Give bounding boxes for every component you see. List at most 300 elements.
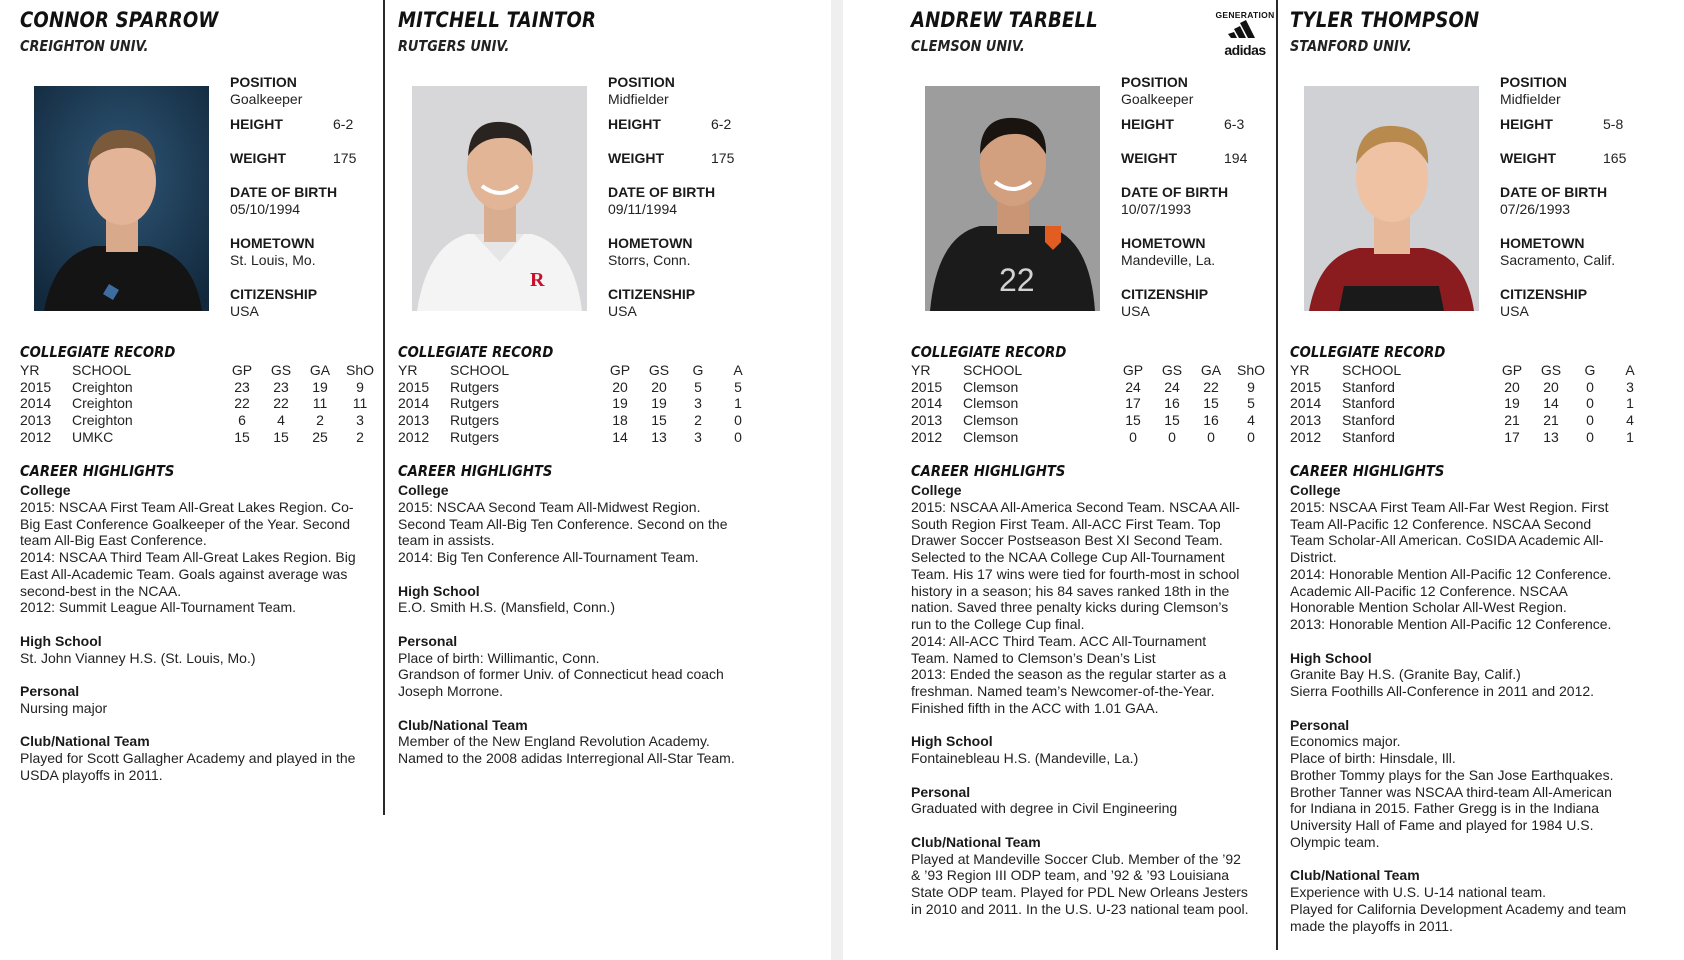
record-cell: 25 xyxy=(312,428,328,445)
highlight-line: Second Team All-Big Ten Conference. Second on the xyxy=(398,515,728,532)
career-highlights xyxy=(911,482,1271,918)
height-label: HEIGHT xyxy=(608,116,661,132)
record-cell: 3 xyxy=(356,412,364,429)
player-photo xyxy=(1304,86,1479,311)
record-row xyxy=(1290,412,1650,429)
record-cell: 5 xyxy=(734,378,742,395)
highlight-line: 2015: NSCAA All-America Second Team. NSCAA All- xyxy=(911,498,1240,515)
player-name: CONNOR SPARROW xyxy=(20,8,219,32)
hometown-value: Storrs, Conn. xyxy=(608,252,691,268)
collegiate-record-table xyxy=(911,362,1271,445)
collegiate-record-table xyxy=(398,362,758,445)
record-cell: Clemson xyxy=(963,395,1019,412)
collegiate-record-title: COLLEGIATE RECORD xyxy=(911,343,1067,361)
highlight-line: 2014: Honorable Mention All-Pacific 12 Conference. xyxy=(1290,565,1612,582)
record-header-cell: A xyxy=(1625,362,1635,378)
record-cell: 20 xyxy=(1504,378,1520,395)
hometown-value: Mandeville, La. xyxy=(1121,252,1216,268)
record-header-cell: GP xyxy=(609,362,631,378)
highlight-line: Honorable Mention Scholar All-West Region. xyxy=(1290,599,1567,616)
record-cell: Stanford xyxy=(1342,378,1395,395)
record-cell: Creighton xyxy=(72,395,133,412)
record-cell: 15 xyxy=(1203,395,1219,412)
hometown-value: St. Louis, Mo. xyxy=(230,252,316,268)
weight-label: WEIGHT xyxy=(1500,150,1556,166)
position-label: POSITION xyxy=(230,74,297,90)
highlight-heading: High School xyxy=(1290,649,1372,666)
highlight-line: 2015: NSCAA First Team All-Great Lakes Region. Co- xyxy=(20,498,354,515)
section-spacer xyxy=(398,616,758,633)
record-header-cell: YR xyxy=(911,362,931,378)
highlight-heading: Club/National Team xyxy=(1290,867,1420,884)
record-row xyxy=(1290,429,1650,446)
highlight-line: Economics major. xyxy=(1290,733,1401,750)
record-cell: 15 xyxy=(234,428,250,445)
record-cell: 11 xyxy=(312,395,328,412)
highlight-line: South Region First Team. All-ACC First Team. Top xyxy=(911,515,1221,532)
record-cell: 0 xyxy=(1168,428,1176,445)
record-cell: 24 xyxy=(1125,378,1141,395)
highlight-line: 2014: All-ACC Third Team. ACC All-Tournament xyxy=(911,632,1207,649)
record-cell: 2 xyxy=(356,428,364,445)
highlight-line: 2013: Honorable Mention All-Pacific 12 Conference. xyxy=(1290,616,1612,632)
record-cell: 2 xyxy=(694,412,702,429)
record-header-cell: SCHOOL xyxy=(963,362,1023,378)
record-cell: Clemson xyxy=(963,412,1019,429)
record-header-cell: GP xyxy=(231,362,253,378)
dob-label: DATE OF BIRTH xyxy=(1121,184,1229,200)
weight-label: WEIGHT xyxy=(608,150,664,166)
citizenship-label: CITIZENSHIP xyxy=(1500,286,1588,302)
highlight-line: Played for Scott Gallagher Academy and played in the xyxy=(20,750,356,766)
record-row xyxy=(911,395,1271,412)
highlight-line: 2012: Summit League All-Tournament Team. xyxy=(20,599,297,616)
highlight-line: Academic All-Pacific 12 Conference. NSCAA xyxy=(1290,582,1568,599)
dob-value: 05/10/1994 xyxy=(230,201,301,217)
career-highlights xyxy=(1290,482,1650,934)
section-spacer xyxy=(20,717,380,734)
section-spacer xyxy=(911,717,1271,734)
highlight-line: Team. Named to Clemson’s Dean’s List xyxy=(911,649,1156,666)
record-cell: 15 xyxy=(1164,412,1180,429)
citizenship-value: USA xyxy=(1121,303,1150,319)
record-header-cell: SCHOOL xyxy=(1342,362,1402,378)
hometown-label: HOMETOWN xyxy=(230,235,315,251)
record-row xyxy=(20,412,380,429)
record-header-row xyxy=(1290,362,1650,379)
highlight-heading: Personal xyxy=(20,683,80,699)
highlight-heading: High School xyxy=(911,733,993,750)
collegiate-record-table xyxy=(20,362,380,445)
player-name: TYLER THOMPSON xyxy=(1290,8,1480,32)
highlight-line: 2013: Ended the season as the regular starter as a xyxy=(911,666,1227,683)
highlight-heading: Club/National Team xyxy=(398,716,528,733)
highlight-line: E.O. Smith H.S. (Mansfield, Conn.) xyxy=(398,599,616,616)
highlight-line: Team Scholar-All American. CoSIDA Academic All- xyxy=(1290,532,1604,549)
record-cell: 2014 xyxy=(20,395,52,412)
record-cell: 2012 xyxy=(1290,428,1322,445)
record-header-cell: YR xyxy=(1290,362,1310,378)
highlight-line: made the playoffs in 2011. xyxy=(1290,917,1453,934)
record-cell: 13 xyxy=(651,428,667,445)
record-cell: 19 xyxy=(651,395,667,412)
record-cell: 0 xyxy=(1207,428,1215,445)
weight-value: 194 xyxy=(1224,150,1248,166)
highlight-heading: College xyxy=(1290,482,1341,498)
record-cell: 20 xyxy=(612,378,628,395)
record-cell: Stanford xyxy=(1342,395,1395,412)
record-cell: 3 xyxy=(694,428,702,445)
logo-brand-text: adidas xyxy=(1224,42,1266,58)
career-highlights-title: CAREER HIGHLIGHTS xyxy=(911,462,1066,480)
height-label: HEIGHT xyxy=(1121,116,1174,132)
record-cell: 14 xyxy=(612,428,628,445)
weight-label: WEIGHT xyxy=(1121,150,1177,166)
record-row xyxy=(911,412,1271,429)
record-cell: 24 xyxy=(1164,378,1180,395)
record-cell: 0 xyxy=(1586,395,1594,412)
column-divider xyxy=(1276,0,1278,950)
section-spacer xyxy=(911,767,1271,784)
highlight-line: Grandson of former Univ. of Connecticut head coach xyxy=(398,666,724,683)
record-cell: 0 xyxy=(1129,428,1137,445)
record-cell: 4 xyxy=(277,412,285,429)
record-cell: 2013 xyxy=(911,412,943,429)
record-cell: 9 xyxy=(1247,378,1255,395)
highlight-line: Big East Conference Goalkeeper of the Year. Second xyxy=(20,515,351,532)
highlight-line: St. John Vianney H.S. (St. Louis, Mo.) xyxy=(20,649,256,666)
record-cell: 15 xyxy=(273,428,289,445)
record-cell: Rutgers xyxy=(450,412,500,429)
highlight-heading: Personal xyxy=(1290,716,1350,733)
height-value: 5-8 xyxy=(1603,116,1624,132)
hometown-label: HOMETOWN xyxy=(608,235,693,251)
highlight-line: team in assists. xyxy=(398,532,495,549)
record-cell: 13 xyxy=(1543,428,1559,445)
weight-value: 175 xyxy=(333,150,357,166)
record-header-cell: ShO xyxy=(345,362,374,378)
record-cell: 17 xyxy=(1504,428,1520,445)
record-row xyxy=(20,395,380,412)
record-cell: 20 xyxy=(1543,378,1559,395)
highlight-line: Team. His 17 wins were tied for fourth-most in school xyxy=(911,565,1240,582)
highlight-line: Team All-Pacific 12 Conference. NSCAA Second xyxy=(1290,515,1592,532)
position-value: Goalkeeper xyxy=(1121,91,1194,107)
highlight-line: Place of birth: Willimantic, Conn. xyxy=(398,649,600,666)
section-spacer xyxy=(398,566,758,583)
record-cell: Creighton xyxy=(72,378,133,395)
record-cell: Clemson xyxy=(963,378,1019,395)
record-cell: 0 xyxy=(1586,412,1594,429)
record-cell: 20 xyxy=(651,378,667,395)
record-cell: 15 xyxy=(1125,412,1141,429)
position-label: POSITION xyxy=(1500,74,1567,90)
record-cell: 19 xyxy=(1504,395,1520,412)
highlight-line: Named to the 2008 adidas Interregional All-Star Team. xyxy=(398,750,735,766)
player-school: RUTGERS UNIV. xyxy=(398,37,510,55)
highlight-line: history in a season; his 84 saves ranked 18th in the xyxy=(911,582,1230,599)
highlight-line: Played at Mandeville Soccer Club. Member of the ’92 xyxy=(911,850,1241,867)
record-cell: 21 xyxy=(1504,412,1520,429)
record-header-cell: GA xyxy=(1200,362,1222,378)
record-header-cell: GS xyxy=(270,362,292,378)
height-value: 6-2 xyxy=(333,116,354,132)
record-header-cell: GP xyxy=(1501,362,1523,378)
record-cell: 2014 xyxy=(398,395,430,412)
record-cell: 6 xyxy=(238,412,246,429)
record-cell: 22 xyxy=(1203,378,1219,395)
record-cell: 2012 xyxy=(398,428,430,445)
height-value: 6-2 xyxy=(711,116,732,132)
collegiate-record-title: COLLEGIATE RECORD xyxy=(398,343,554,361)
record-cell: 1 xyxy=(1626,395,1634,412)
record-cell: 2 xyxy=(316,412,324,429)
record-header-cell: SCHOOL xyxy=(450,362,510,378)
highlight-line: team All-Big East Conference. xyxy=(20,532,207,549)
highlight-line: for Indiana in 2015. Father Gregg is in the Indiana xyxy=(1290,800,1599,817)
highlight-line: freshman. Named team’s Newcomer-of-the-Year. xyxy=(911,683,1215,699)
record-cell: Creighton xyxy=(72,412,133,429)
record-row xyxy=(398,429,758,446)
dob-value: 09/11/1994 xyxy=(608,201,678,217)
highlight-line: University Hall of Fame and played for 1984 U.S. xyxy=(1290,817,1594,833)
record-cell: 14 xyxy=(1543,395,1559,412)
height-label: HEIGHT xyxy=(230,116,283,132)
record-cell: 22 xyxy=(234,395,250,412)
highlight-line: Brother Tanner was NSCAA third-team All-American xyxy=(1290,783,1612,800)
record-cell: 2013 xyxy=(1290,412,1322,429)
highlight-heading: College xyxy=(398,482,449,498)
highlight-line: State ODP team. Played for PDL New Orleans Jesters xyxy=(911,884,1248,900)
highlight-line: Graduated with degree in Civil Engineering xyxy=(911,800,1178,817)
hometown-value: Sacramento, Calif. xyxy=(1500,252,1616,268)
career-highlights-title: CAREER HIGHLIGHTS xyxy=(1290,462,1445,480)
record-cell: Rutgers xyxy=(450,395,500,412)
section-spacer xyxy=(398,700,758,717)
page-divider xyxy=(831,0,843,960)
record-row xyxy=(1290,379,1650,396)
record-cell: 17 xyxy=(1125,395,1141,412)
record-header-cell: A xyxy=(733,362,743,378)
highlight-line: second-best in the NCAA. xyxy=(20,582,182,599)
career-highlights-title: CAREER HIGHLIGHTS xyxy=(398,462,553,480)
highlight-line: Drawer Soccer Postseason Best XI Second Team. xyxy=(911,532,1223,549)
record-row xyxy=(911,429,1271,446)
highlight-line: Granite Bay H.S. (Granite Bay, Calif.) xyxy=(1290,666,1521,683)
record-cell: 19 xyxy=(312,378,328,395)
record-row xyxy=(398,412,758,429)
highlight-line: Played for California Development Academy and team xyxy=(1290,900,1627,917)
citizenship-label: CITIZENSHIP xyxy=(1121,286,1209,302)
citizenship-label: CITIZENSHIP xyxy=(230,286,318,302)
record-cell: 2015 xyxy=(20,378,52,395)
height-value: 6-3 xyxy=(1224,116,1245,132)
record-header-cell: ShO xyxy=(1236,362,1265,378)
career-highlights xyxy=(398,482,758,767)
record-row xyxy=(1290,395,1650,412)
position-value: Midfielder xyxy=(608,91,669,107)
record-cell: 2015 xyxy=(398,378,430,395)
highlight-heading: High School xyxy=(20,632,102,649)
section-spacer xyxy=(20,666,380,683)
record-header-cell: YR xyxy=(20,362,40,378)
dob-label: DATE OF BIRTH xyxy=(230,184,338,200)
career-highlights xyxy=(20,482,380,784)
record-row xyxy=(20,379,380,396)
highlight-line: Joseph Morrone. xyxy=(398,683,504,699)
record-cell: 1 xyxy=(734,395,742,412)
section-spacer xyxy=(911,817,1271,834)
highlight-line: nation. Saved three penalty kicks during Clemson’s xyxy=(911,599,1229,616)
adidas-stripes-icon xyxy=(1227,20,1263,38)
position-value: Goalkeeper xyxy=(230,91,303,107)
record-cell: 0 xyxy=(1586,378,1594,395)
record-header-row xyxy=(911,362,1271,379)
height-label: HEIGHT xyxy=(1500,116,1553,132)
record-cell: Stanford xyxy=(1342,428,1395,445)
record-cell: 16 xyxy=(1164,395,1180,412)
record-row xyxy=(398,379,758,396)
record-cell: Rutgers xyxy=(450,428,500,445)
record-cell: 4 xyxy=(1626,412,1634,429)
highlight-line: 2015: NSCAA First Team All-Far West Region. First xyxy=(1290,498,1609,515)
record-cell: 2012 xyxy=(911,428,943,445)
highlight-line: Selected to the NCAA College Cup All-Tournament xyxy=(911,549,1225,565)
weight-value: 175 xyxy=(711,150,735,166)
record-cell: 9 xyxy=(356,378,364,395)
highlight-line: Place of birth: Hinsdale, Ill. xyxy=(1290,750,1456,766)
player-photo xyxy=(34,86,209,311)
record-cell: 1 xyxy=(1626,428,1634,445)
record-cell: 16 xyxy=(1203,412,1219,429)
record-row xyxy=(20,429,380,446)
record-row xyxy=(398,395,758,412)
logo-generation-text: GENERATION xyxy=(1215,10,1275,20)
record-header-cell: G xyxy=(1584,362,1596,378)
highlight-line: USDA playoffs in 2011. xyxy=(20,766,163,783)
section-spacer xyxy=(1290,633,1650,650)
highlight-line: Fontainebleau H.S. (Mandeville, La.) xyxy=(911,750,1139,766)
highlight-line: 2015: NSCAA Second Team All-Midwest Region. xyxy=(398,498,701,515)
record-cell: 18 xyxy=(612,412,628,429)
highlight-line: Brother Tommy plays for the San Jose Earthquakes. xyxy=(1290,766,1614,783)
record-cell: 22 xyxy=(273,395,289,412)
record-row xyxy=(911,379,1271,396)
highlight-line: Finished fifth in the ACC with 1.01 GAA. xyxy=(911,699,1159,716)
record-header-cell: GA xyxy=(309,362,331,378)
highlight-line: East All-Academic Team. Goals against average was xyxy=(20,565,348,582)
highlight-heading: Personal xyxy=(911,783,971,800)
section-spacer xyxy=(1290,851,1650,868)
record-cell: Stanford xyxy=(1342,412,1395,429)
section-spacer xyxy=(1290,700,1650,717)
record-cell: 2014 xyxy=(1290,395,1322,412)
position-label: POSITION xyxy=(1121,74,1188,90)
record-header-cell: SCHOOL xyxy=(72,362,132,378)
player-school: STANFORD UNIV. xyxy=(1290,37,1412,55)
record-cell: 19 xyxy=(612,395,628,412)
highlight-heading: College xyxy=(911,482,962,498)
record-cell: 3 xyxy=(1626,378,1634,395)
record-header-row xyxy=(20,362,380,379)
citizenship-value: USA xyxy=(608,303,637,319)
player-name: MITCHELL TAINTOR xyxy=(398,8,597,32)
record-cell: 0 xyxy=(1247,428,1255,445)
citizenship-label: CITIZENSHIP xyxy=(608,286,696,302)
adidas-logo xyxy=(1210,10,1280,58)
player-name: ANDREW TARBELL xyxy=(911,8,1098,32)
highlight-line: run to the College Cup final. xyxy=(911,616,1085,632)
highlight-line: & ’93 Region III ODP team, and ’92 & ’93 Louisiana xyxy=(911,867,1230,884)
record-cell: 0 xyxy=(734,412,742,429)
position-value: Midfielder xyxy=(1500,91,1561,107)
player-photo xyxy=(925,86,1100,311)
record-cell: 4 xyxy=(1247,412,1255,429)
highlight-heading: Club/National Team xyxy=(911,833,1041,850)
highlight-line: Sierra Foothills All-Conference in 2011 and 2012. xyxy=(1290,683,1595,699)
record-cell: 2015 xyxy=(1290,378,1322,395)
record-cell: 2013 xyxy=(20,412,52,429)
highlight-line: Nursing major xyxy=(20,699,108,716)
record-cell: 2014 xyxy=(911,395,943,412)
dob-label: DATE OF BIRTH xyxy=(1500,184,1608,200)
record-header-row xyxy=(398,362,758,379)
highlight-line: District. xyxy=(1290,549,1337,565)
record-header-cell: GS xyxy=(648,362,670,378)
section-spacer xyxy=(20,616,380,633)
record-cell: 5 xyxy=(694,378,702,395)
record-header-cell: GS xyxy=(1161,362,1183,378)
record-cell: 2013 xyxy=(398,412,430,429)
record-cell: Clemson xyxy=(963,428,1019,445)
svg-text:R: R xyxy=(530,269,545,291)
citizenship-value: USA xyxy=(1500,303,1529,319)
highlight-heading: Club/National Team xyxy=(20,733,150,750)
collegiate-record-title: COLLEGIATE RECORD xyxy=(20,343,176,361)
highlight-line: Olympic team. xyxy=(1290,833,1380,850)
record-cell: 0 xyxy=(734,428,742,445)
highlight-heading: High School xyxy=(398,582,480,599)
record-cell: 23 xyxy=(234,378,250,395)
svg-text:22: 22 xyxy=(999,262,1035,298)
highlight-line: Experience with U.S. U-14 national team. xyxy=(1290,884,1547,900)
record-header-cell: YR xyxy=(398,362,418,378)
dob-value: 10/07/1993 xyxy=(1121,201,1192,217)
record-header-cell: G xyxy=(692,362,704,378)
position-label: POSITION xyxy=(608,74,675,90)
dob-value: 07/26/1993 xyxy=(1500,201,1571,217)
dob-label: DATE OF BIRTH xyxy=(608,184,716,200)
collegiate-record-table xyxy=(1290,362,1650,445)
record-cell: 11 xyxy=(352,395,368,412)
record-cell: 2015 xyxy=(911,378,943,395)
citizenship-value: USA xyxy=(230,303,259,319)
highlight-line: 2014: Big Ten Conference All-Tournament Team. xyxy=(398,549,699,565)
record-cell: 0 xyxy=(1586,428,1594,445)
record-cell: 2012 xyxy=(20,428,52,445)
player-photo xyxy=(412,86,587,311)
player-school: CREIGHTON UNIV. xyxy=(20,37,149,55)
record-cell: 21 xyxy=(1543,412,1559,429)
record-header-cell: GS xyxy=(1540,362,1562,378)
weight-label: WEIGHT xyxy=(230,150,286,166)
highlight-line: 2014: NSCAA Third Team All-Great Lakes Region. Big xyxy=(20,549,356,565)
record-header-cell: GP xyxy=(1122,362,1144,378)
record-cell: 23 xyxy=(273,378,289,395)
record-cell: 3 xyxy=(694,395,702,412)
player-school: CLEMSON UNIV. xyxy=(911,37,1025,55)
collegiate-record-title: COLLEGIATE RECORD xyxy=(1290,343,1446,361)
